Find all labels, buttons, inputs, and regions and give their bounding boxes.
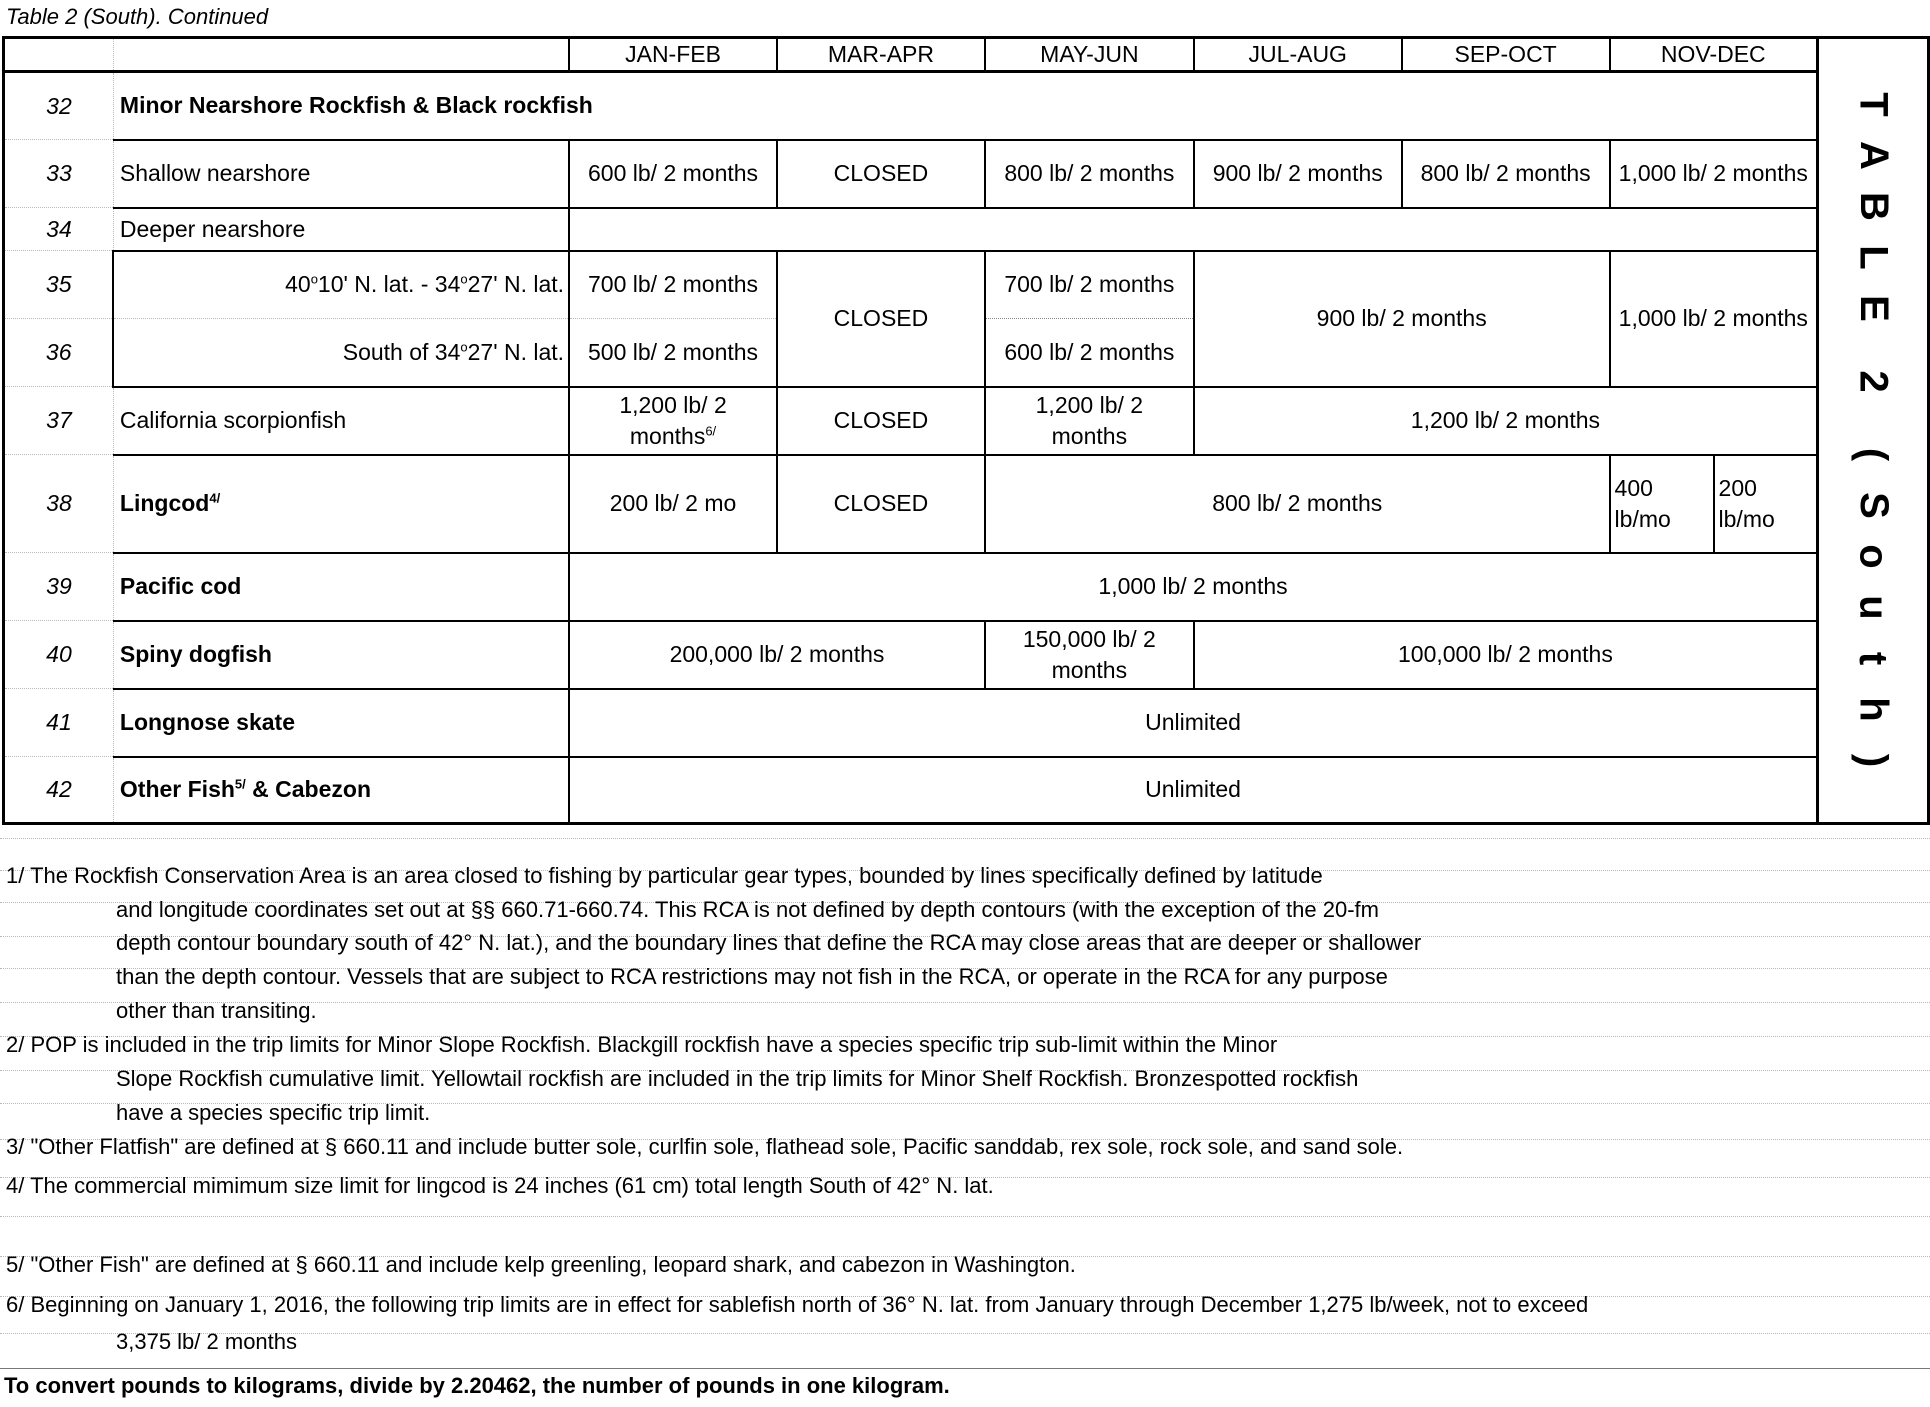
- row-number: 34: [4, 208, 114, 251]
- table-row: [4, 387, 1929, 455]
- table-row: [4, 208, 1929, 251]
- month-header: MAR-APR: [777, 38, 985, 72]
- species-name: Minor Nearshore Rockfish & Black rockfish: [113, 72, 1817, 140]
- row-number: 32: [4, 72, 114, 140]
- limit-cell: 1,000 lb/ 2 months: [569, 553, 1817, 621]
- limit-cell: 900 lb/ 2 months: [1194, 140, 1402, 208]
- side-title-char: 2: [1851, 370, 1896, 393]
- limit-cell: 1,200 lb/ 2 months: [1194, 387, 1818, 455]
- footnote-line: 2/ POP is included in the trip limits for Minor Slope Rockfish. Blackgill rockfish have a species specific trip sub-limit within the Minor: [6, 1032, 1278, 1057]
- footnote-line: depth contour boundary south of 42° N. lat.), and the boundary lines that define the RCA may close areas that are deeper or shallower: [116, 930, 1422, 955]
- table-row: [4, 455, 1929, 553]
- species-name: California scorpionfish: [113, 387, 569, 455]
- limit-cell: 900 lb/ 2 months: [1194, 251, 1610, 387]
- limit-cell: CLOSED: [777, 387, 985, 455]
- table-row: [4, 251, 1929, 319]
- table-row: [4, 621, 1929, 689]
- limit-cell: 600 lb/ 2 months: [985, 319, 1194, 387]
- species-name: Spiny dogfish: [113, 621, 569, 689]
- footnote-line: 6/ Beginning on January 1, 2016, the following trip limits are in effect for sablefish north of 36° N. lat. from January through December 1,275 lb/week, not to exceed: [6, 1292, 1589, 1317]
- footnote-line: 5/ "Other Fish" are defined at § 660.11 and include kelp greenling, leopard shark, and cabezon in Washington.: [6, 1252, 1076, 1277]
- month-header: NOV-DEC: [1610, 38, 1818, 72]
- limit-cell: 200 lb/ 2 mo: [569, 455, 777, 553]
- side-title-char: T: [1851, 92, 1896, 117]
- footnote-line: 3,375 lb/ 2 months: [116, 1329, 298, 1354]
- species-name: Other Fish$^{5/}$ & Cabezon: [113, 757, 569, 824]
- side-title-char: o: [1851, 544, 1896, 569]
- limit-cell: 1,000 lb/ 2 months: [1610, 140, 1818, 208]
- limit-cell: 1,200 lb/ 2 months: [985, 387, 1194, 455]
- sub-area-name: 40$^o$10' N. lat. - 34$^o$27' N. lat.: [113, 251, 569, 319]
- limit-cell: CLOSED: [777, 140, 985, 208]
- side-title-char: ): [1851, 753, 1896, 768]
- row-number: 41: [4, 689, 114, 757]
- limit-cell: 600 lb/ 2 months: [569, 140, 777, 208]
- row-number: 37: [4, 387, 114, 455]
- side-title-char: E: [1851, 295, 1896, 322]
- limit-cell: 200 lb/mo: [1714, 455, 1818, 553]
- footnote-line: 4/ The commercial mimimum size limit for lingcod is 24 inches (61 cm) total length South of 42° N. lat.: [6, 1173, 994, 1198]
- species-name: Pacific cod: [113, 553, 569, 621]
- limit-cell: 700 lb/ 2 months: [569, 251, 777, 319]
- month-header: JAN-FEB: [569, 38, 777, 72]
- row-number: 42: [4, 757, 114, 824]
- limit-cell: Unlimited: [569, 689, 1817, 757]
- limit-cell: 150,000 lb/ 2 months: [985, 621, 1194, 689]
- limit-cell: 1,200 lb/ 2 months$^{6/}$: [569, 387, 777, 455]
- footnote-line: 3/ "Other Flatfish" are defined at § 660.11 and include butter sole, curlfin sole, flathead sole, Pacific sanddab, rex sole, rock sole, and sand sole.: [6, 1134, 1404, 1159]
- side-title-char: t: [1851, 651, 1896, 666]
- row-number: 33: [4, 140, 114, 208]
- limit-cell: 400 lb/mo: [1610, 455, 1714, 553]
- footnote-line: have a species specific trip limit.: [116, 1100, 431, 1125]
- table-row: [4, 553, 1929, 621]
- side-title: [1818, 38, 1929, 824]
- month-header: JUL-AUG: [1194, 38, 1402, 72]
- limit-cell: 800 lb/ 2 months: [985, 140, 1194, 208]
- footnote-line: 1/ The Rockfish Conservation Area is an area closed to fishing by particular gear types, bounded by lines specifically defined by latitude: [6, 863, 1323, 888]
- sub-area-name: South of 34$^o$27' N. lat.: [113, 319, 569, 387]
- row-number: 38: [4, 455, 114, 553]
- side-title-char: u: [1851, 595, 1896, 620]
- limit-cell: 800 lb/ 2 months: [1402, 140, 1610, 208]
- conversion-note: To convert pounds to kilograms, divide by 2.20462, the number of pounds in one kilogram.: [4, 1373, 950, 1398]
- row-number: 40: [4, 621, 114, 689]
- row-number: 36: [4, 319, 114, 387]
- footnote-line: than the depth contour. Vessels that are subject to RCA restrictions may not fish in the RCA, or operate in the RCA for any purpose: [116, 964, 1388, 989]
- limit-cell: [569, 208, 1817, 251]
- limit-cell: 700 lb/ 2 months: [985, 251, 1194, 319]
- table-row: [4, 140, 1929, 208]
- row-number: 39: [4, 553, 114, 621]
- limit-cell: 1,000 lb/ 2 months: [1610, 251, 1818, 387]
- species-name: Lingcod$^{4/}$: [113, 455, 569, 553]
- table-row: [4, 72, 1929, 140]
- species-name: Longnose skate: [113, 689, 569, 757]
- month-header: SEP-OCT: [1402, 38, 1610, 72]
- footnote-line: Slope Rockfish cumulative limit. Yellowtail rockfish are included in the trip limits for Minor Shelf Rockfish. Bronzespotted rockfish: [116, 1066, 1359, 1091]
- species-name: Shallow nearshore: [113, 140, 569, 208]
- species-name: Deeper nearshore: [113, 208, 569, 251]
- month-header: MAY-JUN: [985, 38, 1194, 72]
- side-title-char: B: [1851, 192, 1896, 221]
- footnote-line: other than transiting.: [116, 998, 317, 1023]
- limit-cell: 800 lb/ 2 months: [985, 455, 1610, 553]
- side-title-char: (: [1851, 447, 1896, 462]
- side-title-char: h: [1851, 697, 1896, 722]
- table-caption: Table 2 (South). Continued: [6, 4, 269, 29]
- table-row: [4, 757, 1929, 824]
- limit-cell: Unlimited: [569, 757, 1817, 824]
- side-title-char: A: [1851, 141, 1896, 170]
- row-number: 35: [4, 251, 114, 319]
- trip-limits-table: [2, 36, 1930, 825]
- side-title-char: S: [1851, 492, 1896, 519]
- footnote-line: and longitude coordinates set out at §§ 660.71-660.74. This RCA is not defined by depth contours (with the exception of the 20-fm: [116, 897, 1379, 922]
- side-title-char: L: [1851, 245, 1896, 270]
- limit-cell: 500 lb/ 2 months: [569, 319, 777, 387]
- month-header-row: [4, 38, 1929, 72]
- limit-cell: CLOSED: [777, 251, 985, 387]
- limit-cell: CLOSED: [777, 455, 985, 553]
- limit-cell: 200,000 lb/ 2 months: [569, 621, 985, 689]
- limit-cell: 100,000 lb/ 2 months: [1194, 621, 1818, 689]
- table-row: [4, 689, 1929, 757]
